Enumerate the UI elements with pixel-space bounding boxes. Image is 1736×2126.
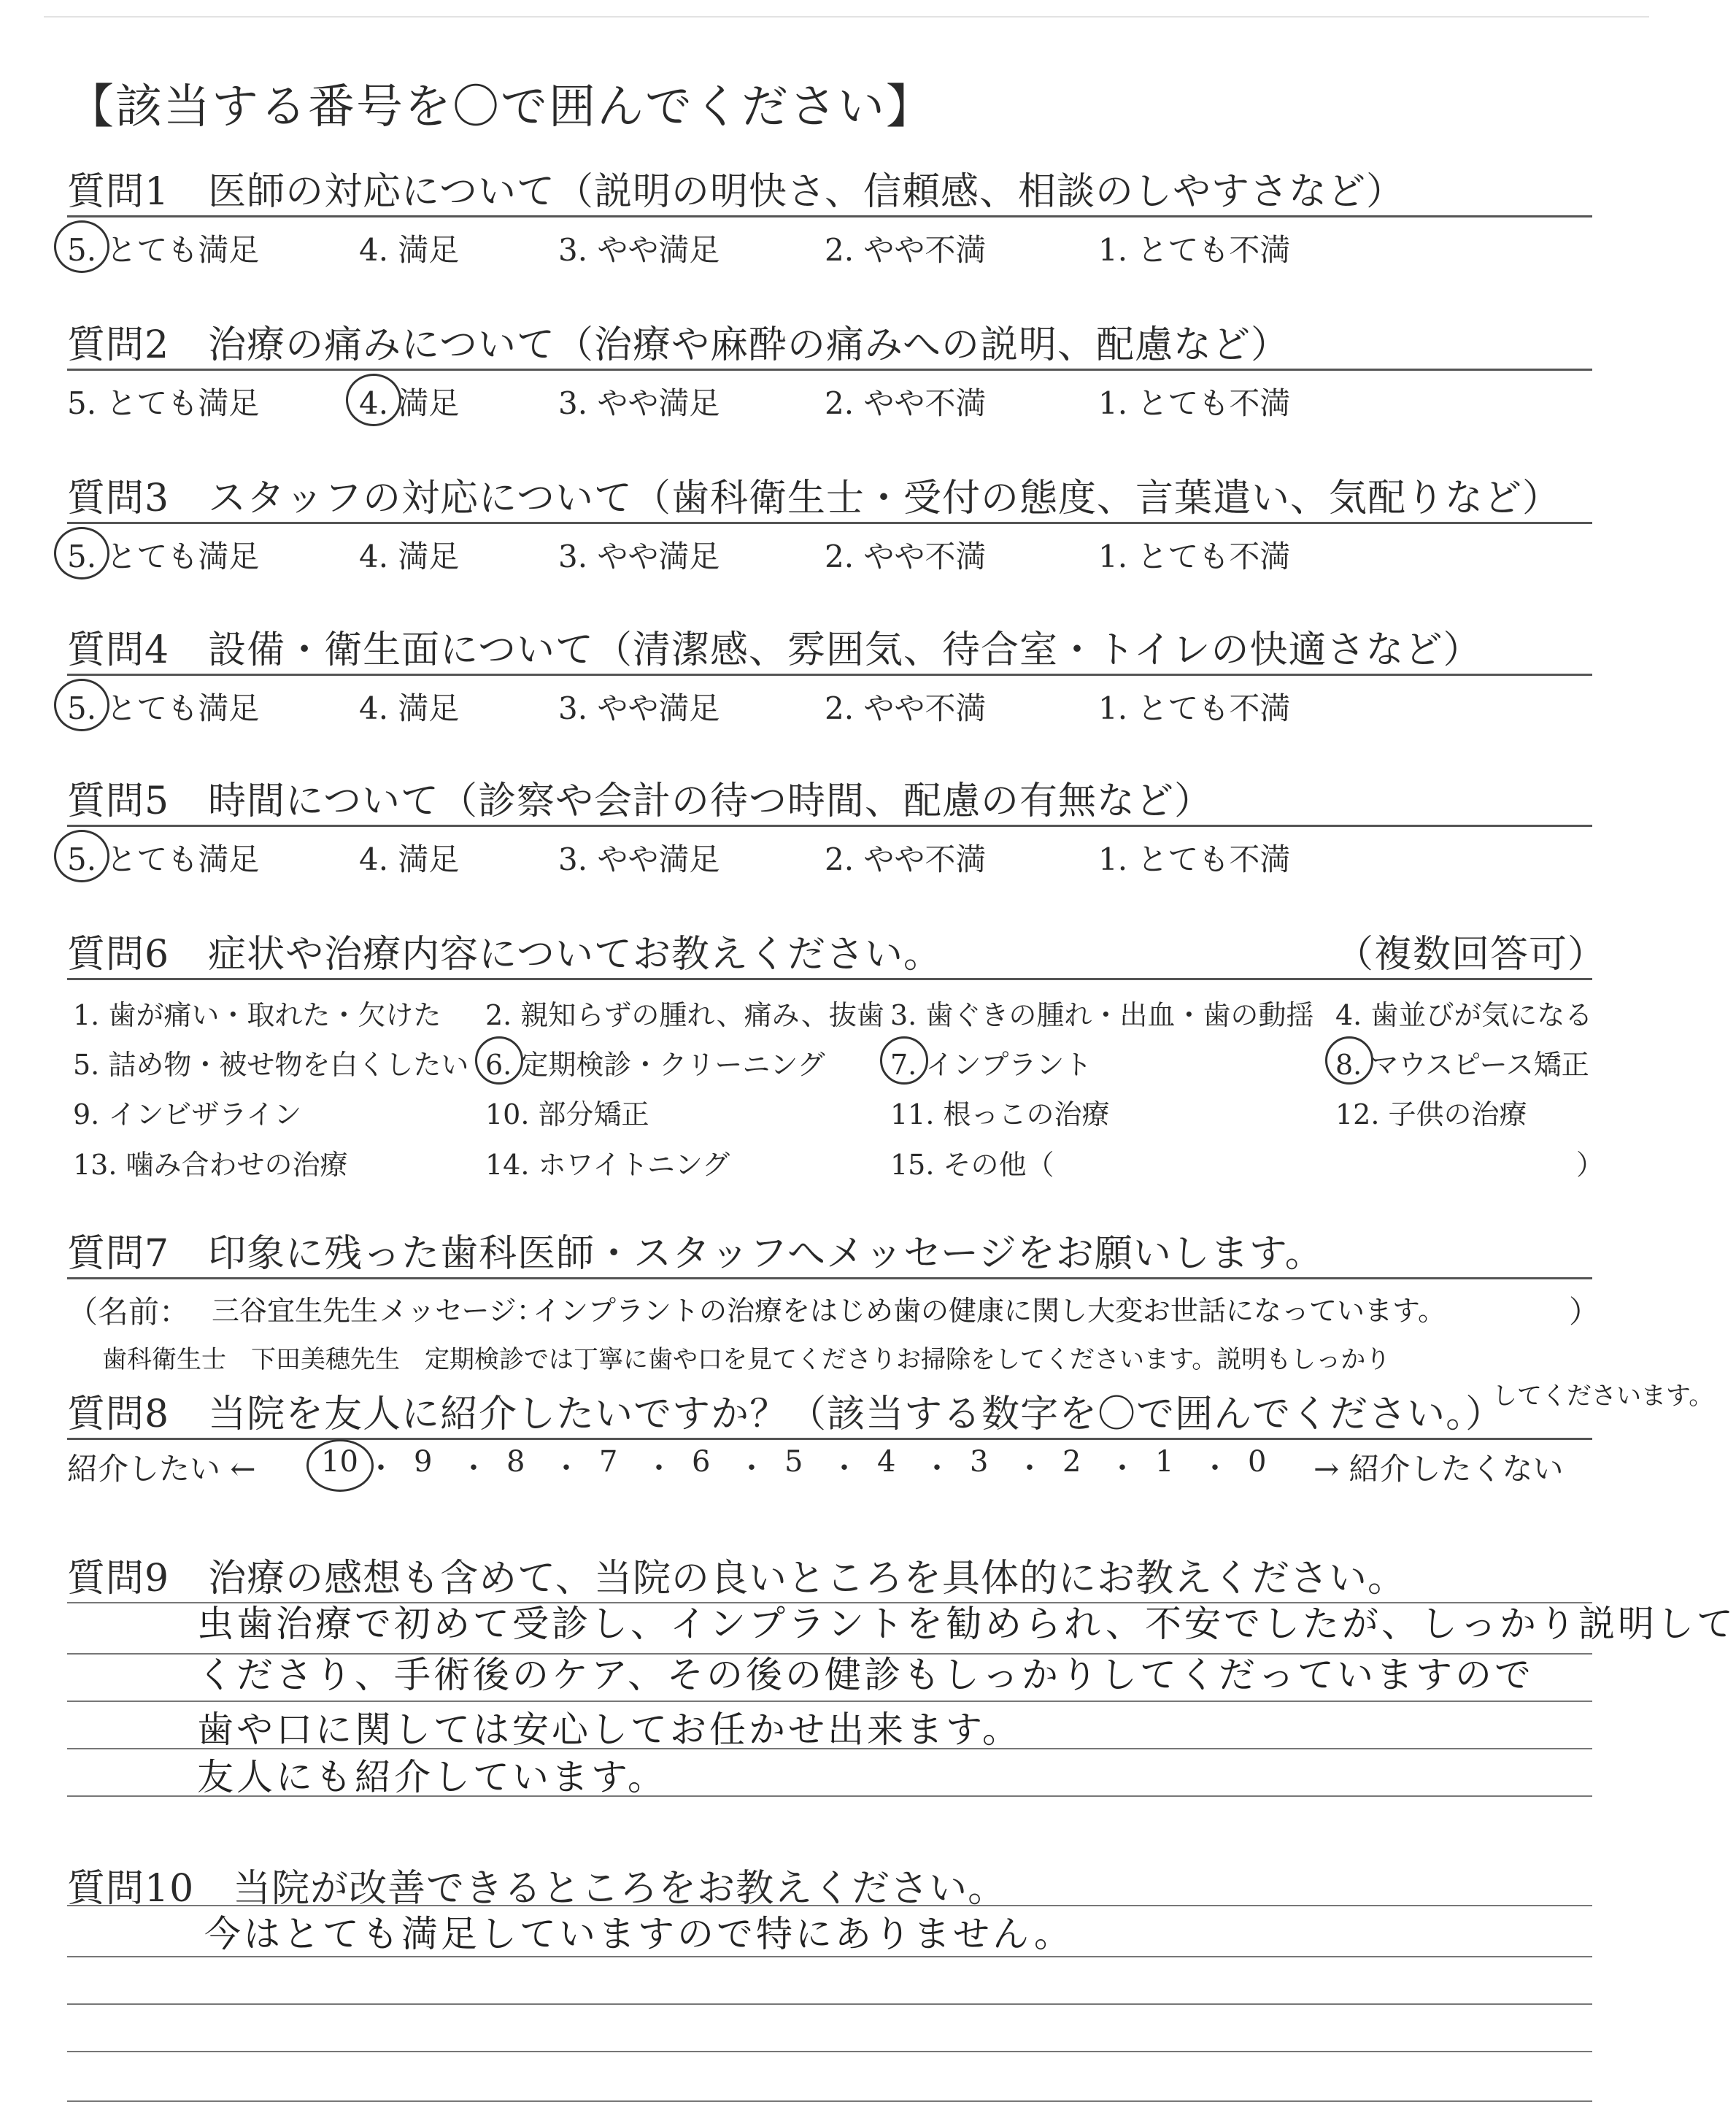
- q3-option-5[interactable]: 5. とても満足: [67, 539, 260, 574]
- q7-message-3[interactable]: してくださいます。: [1492, 1382, 1714, 1411]
- q2-option-5[interactable]: 5. とても満足: [67, 385, 260, 421]
- q7-rule: [67, 1277, 1592, 1279]
- q1-option-2[interactable]: 2. やや不満: [825, 232, 987, 268]
- q5-option-1[interactable]: 1. とても不満: [1098, 841, 1291, 877]
- q6-selected-circle-6: [475, 1036, 523, 1085]
- q9-heading: 質問9 治療の感想も含めて、当院の良いところを具体的にお教えください。: [67, 1557, 1407, 1601]
- q9-answer-line-3[interactable]: 歯や口に関しては安心してお任かせ出来ます。: [197, 1709, 1022, 1751]
- q8-selected-circle: [306, 1439, 374, 1492]
- q6-selected-circle-8: [1325, 1036, 1373, 1085]
- q6-note: （複数回答可）: [1335, 933, 1607, 977]
- q2-rule: [67, 369, 1592, 371]
- q4-heading: 質問4 設備・衛生面について（清潔感、雰囲気、待合室・トイレの快適さなど）: [67, 628, 1482, 672]
- q6-option-15[interactable]: 15. その他（: [890, 1149, 1054, 1181]
- q4-selected-circle: [54, 679, 109, 731]
- q4-option-1[interactable]: 1. とても不満: [1098, 690, 1291, 726]
- q3-option-4[interactable]: 4. 満足: [359, 539, 460, 574]
- q6-option-3[interactable]: 3. 歯ぐきの腫れ・出血・歯の動揺: [890, 999, 1314, 1031]
- q4-option-3[interactable]: 3. やや満足: [558, 690, 720, 726]
- q6-selected-circle-7: [880, 1036, 928, 1085]
- q2-option-3[interactable]: 3. やや満足: [558, 385, 720, 421]
- q1-option-1[interactable]: 1. とても不満: [1098, 232, 1291, 268]
- q6-option-12[interactable]: 12. 子供の治療: [1335, 1098, 1527, 1131]
- q1-option-4[interactable]: 4. 満足: [359, 232, 460, 268]
- q2-option-4[interactable]: 4. 満足: [359, 385, 460, 421]
- q6-option-9[interactable]: 9. インビザライン: [73, 1098, 302, 1131]
- q6-option-10[interactable]: 10. 部分矯正: [485, 1098, 649, 1131]
- q5-option-5[interactable]: 5. とても満足: [67, 841, 260, 877]
- q9-answer-line-4[interactable]: 友人にも紹介しています。: [197, 1756, 667, 1798]
- q5-heading: 質問5 時間について（診察や会計の待つ時間、配慮の有無など）: [67, 779, 1214, 823]
- q10-line: [67, 2100, 1592, 2102]
- q2-option-1[interactable]: 1. とても不満: [1098, 385, 1291, 421]
- q6-option-2[interactable]: 2. 親知らずの腫れ、痛み、抜歯: [485, 999, 884, 1031]
- q3-rule: [67, 522, 1592, 524]
- q2-selected-circle: [346, 374, 401, 426]
- q1-option-5[interactable]: 5. とても満足: [67, 232, 260, 268]
- q6-rule: [67, 978, 1592, 980]
- q8-scale-8[interactable]: 8: [506, 1445, 525, 1479]
- q6-option-11[interactable]: 11. 根っこの治療: [890, 1098, 1110, 1131]
- q8-scale-separator: ・: [644, 1452, 674, 1485]
- q5-selected-circle: [54, 830, 109, 882]
- q3-option-1[interactable]: 1. とても不満: [1098, 539, 1291, 574]
- q6-option-1[interactable]: 1. 歯が痛い・取れた・欠けた: [73, 999, 441, 1031]
- q8-scale-10[interactable]: 10: [321, 1445, 358, 1479]
- q10-line: [67, 2051, 1592, 2052]
- q8-scale-separator: ・: [459, 1452, 488, 1485]
- q7-message-label: メッセージ：: [379, 1295, 544, 1327]
- q3-selected-circle: [54, 527, 109, 579]
- q4-option-5[interactable]: 5. とても満足: [67, 690, 260, 726]
- q1-option-3[interactable]: 3. やや満足: [558, 232, 720, 268]
- q8-scale-separator: ・: [922, 1452, 952, 1485]
- q10-heading: 質問10 当院が改善できるところをお教えください。: [67, 1867, 1007, 1911]
- q1-rule: [67, 215, 1592, 217]
- q10-answer-line-1[interactable]: 今はとても満足していますので特にありません。: [204, 1913, 1073, 1955]
- q2-option-2[interactable]: 2. やや不満: [825, 385, 987, 421]
- q6-option-14[interactable]: 14. ホワイトニング: [485, 1149, 730, 1181]
- q8-scale-separator: ・: [366, 1452, 396, 1485]
- q5-option-2[interactable]: 2. やや不満: [825, 841, 987, 877]
- q6-option-4[interactable]: 4. 歯並びが気になる: [1335, 999, 1593, 1031]
- q8-scale-separator: ・: [1015, 1452, 1044, 1485]
- q8-heading: 質問8 当院を友人に紹介したいですか？（該当する数字を〇で囲んでください。）: [67, 1393, 1505, 1436]
- q4-option-2[interactable]: 2. やや不満: [825, 690, 987, 726]
- q8-scale-4[interactable]: 4: [877, 1445, 896, 1479]
- q5-option-4[interactable]: 4. 満足: [359, 841, 460, 877]
- q8-scale-separator: ・: [552, 1452, 581, 1485]
- q8-scale-separator: ・: [737, 1452, 766, 1485]
- q5-rule: [67, 825, 1592, 827]
- q6-other-close-paren: ）: [1576, 1149, 1605, 1181]
- q8-scale-separator: ・: [830, 1452, 859, 1485]
- q8-scale-3[interactable]: 3: [970, 1445, 989, 1479]
- q7-message-2[interactable]: 歯科衛生士 下田美穂先生 定期検診では丁寧に歯や口を見てくださりお掃除をしてくださいます。説明もしっかり: [102, 1345, 1391, 1374]
- q7-name-label: （名前：: [67, 1294, 190, 1330]
- q3-option-2[interactable]: 2. やや不満: [825, 539, 987, 574]
- q3-option-3[interactable]: 3. やや満足: [558, 539, 720, 574]
- q1-selected-circle: [54, 220, 109, 273]
- q6-option-13[interactable]: 13. 噛み合わせの治療: [73, 1149, 348, 1181]
- q7-message-1[interactable]: インプラントの治療をはじめ歯の健康に関し大変お世話になっています。: [533, 1295, 1446, 1327]
- q8-scale-9[interactable]: 9: [414, 1445, 433, 1479]
- q6-option-5[interactable]: 5. 詰め物・被せ物を白くしたい: [73, 1049, 469, 1081]
- q7-name-value[interactable]: 三谷宜生先生: [212, 1295, 379, 1327]
- q4-rule: [67, 674, 1592, 676]
- q10-line: [67, 2003, 1592, 2005]
- q8-scale-separator: ・: [1108, 1452, 1137, 1485]
- q8-scale-6[interactable]: 6: [692, 1445, 711, 1479]
- q3-heading: 質問3 スタッフの対応について（歯科衛生士・受付の態度、言葉遣い、気配りなど）: [67, 477, 1562, 520]
- q8-scale-1[interactable]: 1: [1155, 1445, 1174, 1479]
- q5-option-3[interactable]: 3. やや満足: [558, 841, 720, 877]
- q8-scale-separator: ・: [1200, 1452, 1230, 1485]
- q8-scale-5[interactable]: 5: [784, 1445, 803, 1479]
- q2-heading: 質問2 治療の痛みについて（治療や麻酔の痛みへの説明、配慮など）: [67, 323, 1290, 367]
- q6-option-6[interactable]: 6. 定期検診・クリーニング: [485, 1049, 825, 1081]
- q8-right-label: → 紹介したくない: [1313, 1451, 1564, 1487]
- form-title: 【該当する番号を〇で囲んでください】: [67, 80, 934, 134]
- q9-answer-line-2[interactable]: くださり、手術後のケア、その後の健診もしっかりしてくだっていますので: [197, 1654, 1534, 1696]
- q7-heading: 質問7 印象に残った歯科医師・スタッフへメッセージをお願いします。: [67, 1232, 1324, 1276]
- q8-scale-0[interactable]: 0: [1248, 1445, 1267, 1479]
- q8-left-label: 紹介したい ←: [67, 1451, 256, 1487]
- q4-option-4[interactable]: 4. 満足: [359, 690, 460, 726]
- scan-top-edge: [44, 16, 1649, 18]
- q8-scale-7[interactable]: 7: [599, 1445, 618, 1479]
- q6-option-7[interactable]: 7. インプラント: [890, 1049, 1092, 1081]
- q9-answer-line-1[interactable]: 虫歯治療で初めて受診し、インプラントを勧められ、不安でしたが、しっかり説明して: [197, 1603, 1736, 1645]
- q8-scale-2[interactable]: 2: [1062, 1445, 1081, 1479]
- q8-rule: [67, 1438, 1592, 1440]
- q7-close-paren: ）: [1569, 1294, 1600, 1330]
- q6-heading: 質問6 症状や治療内容についてお教えください。: [67, 933, 943, 977]
- q6-option-8[interactable]: 8. マウスピース矯正: [1335, 1049, 1589, 1081]
- q1-heading: 質問1 医師の対応について（説明の明快さ、信頼感、相談のしやすさなど）: [67, 170, 1405, 214]
